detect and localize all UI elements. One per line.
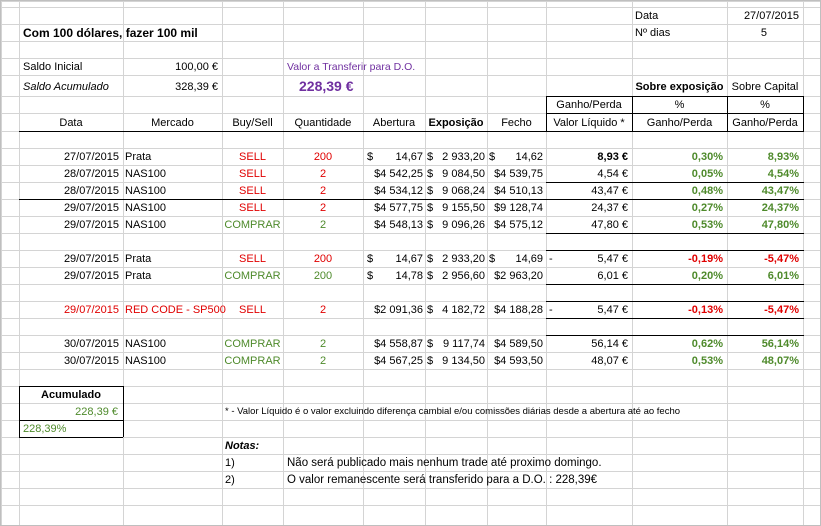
row-exposicao-currency[interactable]: $: [427, 151, 434, 163]
row-valor-liquido[interactable]: 6,01 €: [597, 270, 628, 282]
row-quantity[interactable]: 2: [319, 304, 327, 316]
col-header-abertura: Abertura: [372, 117, 416, 129]
saldo-inicial-label: Saldo Inicial: [23, 61, 83, 73]
row-side[interactable]: SELL: [239, 168, 266, 180]
row-valor-liquido[interactable]: 43,47 €: [591, 185, 628, 197]
row-fecho[interactable]: $4 589,50: [494, 338, 543, 350]
row-quantity[interactable]: 200: [313, 151, 333, 163]
row-quantity[interactable]: 2: [319, 355, 327, 367]
row-fecho[interactable]: $9 128,74: [494, 202, 543, 214]
col-header-exposicao: Exposição: [428, 117, 484, 129]
col-header-valor-liquido: Valor Líquido *: [553, 117, 625, 129]
row-gp-exposicao[interactable]: 0,27%: [691, 202, 723, 214]
row-valor-liquido[interactable]: 5,47 €: [597, 304, 628, 316]
row-quantity[interactable]: 2: [319, 168, 327, 180]
row-exposicao[interactable]: 9 084,50: [442, 168, 485, 180]
row-date[interactable]: 29/07/2015: [63, 253, 119, 265]
row-abertura-currency[interactable]: $: [367, 270, 374, 282]
row-fecho[interactable]: $4 539,75: [494, 168, 543, 180]
row-exposicao[interactable]: 4 182,72: [442, 304, 485, 316]
row-exposicao-currency[interactable]: $: [427, 304, 434, 316]
row-gp-capital[interactable]: 43,47%: [761, 185, 799, 197]
saldo-acumulado-value[interactable]: 328,39 €: [175, 81, 218, 93]
row-fecho[interactable]: 14,69: [515, 253, 543, 265]
row-abertura[interactable]: $4 548,13: [374, 219, 423, 231]
row-exposicao[interactable]: 2 933,20: [442, 253, 485, 265]
notes-title: Notas:: [225, 440, 260, 452]
footnote: * - Valor Líquido é o valor excluindo diferença cambial e/ou comissões diárias desde a abertura até ao fecho: [225, 406, 681, 417]
row-date[interactable]: 27/07/2015: [63, 151, 119, 163]
row-exposicao-currency[interactable]: $: [427, 185, 434, 197]
row-gp-capital[interactable]: 24,37%: [761, 202, 799, 214]
col-header-gp-exposicao: Ganho/Perda: [646, 117, 713, 129]
row-exposicao[interactable]: 9 096,26: [442, 219, 485, 231]
row-gp-capital[interactable]: -5,47%: [764, 304, 799, 316]
row-side[interactable]: COMPRAR: [224, 338, 281, 350]
row-gp-capital[interactable]: 4,54%: [767, 168, 799, 180]
col-header-gp-capital: Ganho/Perda: [732, 117, 798, 129]
row-date[interactable]: 29/07/2015: [63, 270, 119, 282]
row-exposicao[interactable]: 9 155,50: [442, 202, 485, 214]
row-market[interactable]: NAS100: [125, 185, 166, 197]
row-gp-exposicao[interactable]: 0,30%: [691, 151, 723, 163]
row-date[interactable]: 28/07/2015: [63, 168, 119, 180]
row-abertura[interactable]: $4 542,25: [374, 168, 423, 180]
row-exposicao-currency[interactable]: $: [427, 253, 434, 265]
row-abertura[interactable]: 14,78: [395, 270, 423, 282]
row-exposicao-currency[interactable]: $: [427, 168, 434, 180]
row-gp-capital[interactable]: -5,47%: [764, 253, 799, 265]
pct-capital-header: %: [760, 99, 770, 111]
row-fecho[interactable]: $4 575,12: [494, 219, 543, 231]
row-date[interactable]: 29/07/2015: [63, 219, 119, 231]
row-gp-exposicao[interactable]: 0,48%: [691, 185, 723, 197]
row-date[interactable]: 29/07/2015: [63, 202, 119, 214]
row-side[interactable]: SELL: [239, 253, 266, 265]
row-market[interactable]: Prata: [125, 270, 152, 282]
ganho-perda-group-header: Ganho/Perda: [556, 99, 622, 111]
row-market[interactable]: NAS100: [125, 219, 166, 231]
row-exposicao-currency[interactable]: $: [427, 338, 434, 350]
row-exposicao-currency[interactable]: $: [427, 355, 434, 367]
row-market[interactable]: NAS100: [125, 168, 166, 180]
row-gp-exposicao[interactable]: 0,62%: [691, 338, 723, 350]
row-abertura[interactable]: 14,67: [395, 151, 423, 163]
row-market[interactable]: NAS100: [125, 338, 166, 350]
sobre-capital-header: Sobre Capital: [731, 81, 799, 93]
sheet-title: Com 100 dólares, fazer 100 mil: [23, 26, 198, 40]
row-date[interactable]: 28/07/2015: [63, 185, 119, 197]
row-gp-capital[interactable]: 48,07%: [761, 355, 799, 367]
row-valor-liquido[interactable]: 56,14 €: [591, 338, 628, 350]
row-date[interactable]: 29/07/2015: [63, 304, 119, 316]
row-fecho[interactable]: $4 188,28: [494, 304, 543, 316]
acumulado-value[interactable]: 228,39 €: [75, 406, 118, 418]
row-exposicao-currency[interactable]: $: [427, 219, 434, 231]
row-valor-sign[interactable]: -: [549, 253, 553, 265]
row-quantity[interactable]: 200: [313, 270, 333, 282]
row-side[interactable]: SELL: [239, 304, 266, 316]
row-exposicao[interactable]: 2 933,20: [442, 151, 485, 163]
row-valor-liquido[interactable]: 4,54 €: [597, 168, 628, 180]
row-date[interactable]: 30/07/2015: [63, 338, 119, 350]
row-abertura-currency[interactable]: $: [367, 253, 374, 265]
saldo-inicial-value[interactable]: 100,00 €: [175, 61, 218, 73]
row-valor-liquido[interactable]: 48,07 €: [591, 355, 628, 367]
row-exposicao[interactable]: 9 068,24: [442, 185, 485, 197]
row-gp-capital[interactable]: 6,01%: [767, 270, 799, 282]
note-2-num: 2): [225, 474, 235, 486]
row-exposicao[interactable]: 2 956,60: [442, 270, 485, 282]
date-label: Data: [635, 10, 659, 22]
row-gp-capital[interactable]: 56,14%: [761, 338, 799, 350]
row-gp-capital[interactable]: 8,93%: [767, 151, 799, 163]
row-quantity[interactable]: 200: [313, 253, 333, 265]
row-exposicao-currency[interactable]: $: [427, 270, 434, 282]
row-abertura[interactable]: $4 577,75: [374, 202, 423, 214]
transfer-value[interactable]: 228,39 €: [299, 78, 354, 94]
row-exposicao-currency[interactable]: $: [427, 202, 434, 214]
col-header-buysell: Buy/Sell: [232, 117, 273, 129]
row-fecho-currency[interactable]: $: [489, 253, 496, 265]
acumulado-pct[interactable]: 228,39%: [23, 423, 67, 435]
ndias-label: Nº dias: [635, 27, 671, 39]
row-market[interactable]: NAS100: [125, 202, 166, 214]
row-gp-exposicao[interactable]: -0,19%: [688, 253, 723, 265]
date-value[interactable]: 27/07/2015: [743, 10, 799, 22]
saldo-acumulado-label: Saldo Acumulado: [23, 81, 109, 93]
row-fecho-currency[interactable]: $: [489, 151, 496, 163]
row-quantity[interactable]: 2: [319, 219, 327, 231]
note-1-num: 1): [225, 457, 235, 469]
row-exposicao[interactable]: 9 117,74: [442, 338, 485, 350]
col-header-data: Data: [59, 117, 83, 129]
row-gp-exposicao[interactable]: 0,05%: [691, 168, 723, 180]
note-2-text: O valor remanescente será transferido para a D.O. : 228,39€: [287, 474, 598, 486]
col-header-mercado: Mercado: [151, 117, 194, 129]
row-fecho[interactable]: $2 963,20: [494, 270, 543, 282]
acumulado-label: Acumulado: [41, 389, 101, 401]
row-abertura[interactable]: $4 567,25: [374, 355, 423, 367]
row-abertura[interactable]: 14,67: [395, 253, 423, 265]
sobre-exposicao-header: Sobre exposição: [635, 81, 724, 93]
row-quantity[interactable]: 2: [319, 185, 327, 197]
row-valor-sign[interactable]: -: [549, 304, 553, 316]
pct-exposicao-header: %: [674, 99, 685, 111]
row-valor-liquido[interactable]: 5,47 €: [597, 253, 628, 265]
col-header-fecho: Fecho: [501, 117, 532, 129]
row-gp-exposicao[interactable]: 0,20%: [691, 270, 723, 282]
row-market[interactable]: RED CODE - SP500: [125, 304, 226, 316]
transfer-label: Valor a Transferir para D.O.: [287, 61, 416, 73]
row-side[interactable]: COMPRAR: [224, 355, 281, 367]
row-gp-exposicao[interactable]: 0,53%: [691, 355, 723, 367]
row-abertura[interactable]: $4 534,12: [374, 185, 423, 197]
row-fecho[interactable]: $4 510,13: [494, 185, 543, 197]
row-side[interactable]: SELL: [239, 151, 266, 163]
note-1-text: Não será publicado mais nenhum trade até proximo domingo.: [287, 457, 602, 469]
row-abertura[interactable]: $2 091,36: [374, 304, 423, 316]
row-fecho[interactable]: 14,62: [515, 151, 543, 163]
row-market[interactable]: Prata: [125, 253, 152, 265]
row-valor-liquido[interactable]: 47,80 €: [591, 219, 628, 231]
row-side[interactable]: COMPRAR: [224, 270, 281, 282]
col-header-quantidade: Quantidade: [294, 117, 352, 129]
row-valor-liquido[interactable]: 8,93 €: [597, 151, 628, 163]
row-market[interactable]: NAS100: [125, 355, 166, 367]
row-gp-exposicao[interactable]: 0,53%: [691, 219, 723, 231]
row-side[interactable]: COMPRAR: [224, 219, 281, 231]
row-gp-capital[interactable]: 47,80%: [761, 219, 799, 231]
row-market[interactable]: Prata: [125, 151, 152, 163]
row-quantity[interactable]: 2: [319, 202, 327, 214]
row-valor-liquido[interactable]: 24,37 €: [591, 202, 628, 214]
row-exposicao[interactable]: 9 134,50: [442, 355, 485, 367]
row-side[interactable]: SELL: [239, 202, 266, 214]
row-side[interactable]: SELL: [239, 185, 266, 197]
row-abertura[interactable]: $4 558,87: [374, 338, 423, 350]
ndias-value[interactable]: 5: [760, 27, 767, 39]
row-abertura-currency[interactable]: $: [367, 151, 374, 163]
row-quantity[interactable]: 2: [319, 338, 327, 350]
row-date[interactable]: 30/07/2015: [63, 355, 119, 367]
row-fecho[interactable]: $4 593,50: [494, 355, 543, 367]
row-gp-exposicao[interactable]: -0,13%: [688, 304, 723, 316]
